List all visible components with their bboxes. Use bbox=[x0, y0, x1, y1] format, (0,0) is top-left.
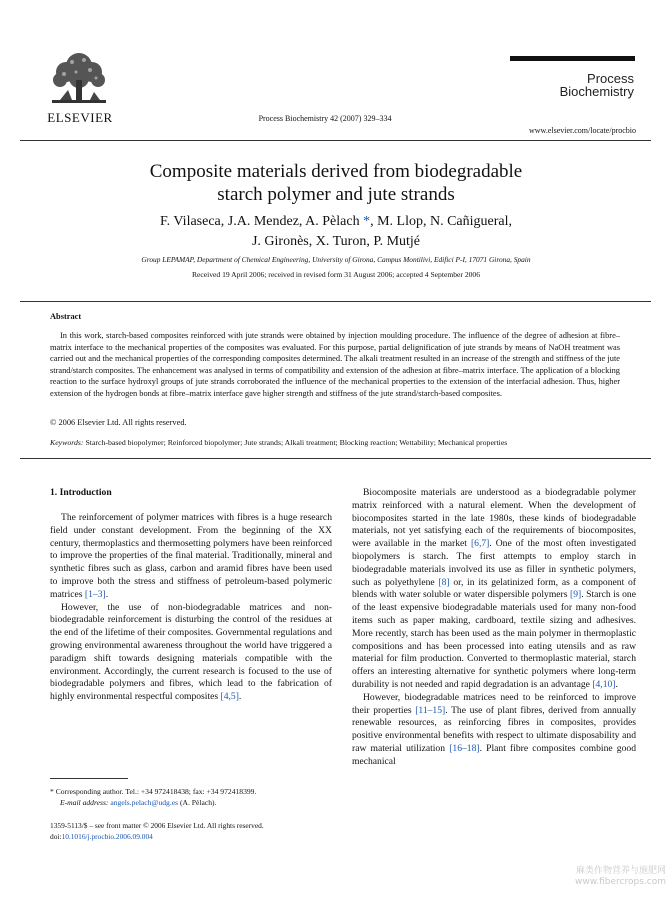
paragraph bbox=[352, 692, 636, 769]
site-watermark bbox=[530, 866, 666, 888]
doi-link[interactable]: 10.1016/j.procbio.2006.09.004 bbox=[61, 832, 153, 841]
email-label: E-mail address: bbox=[60, 798, 109, 807]
watermark-line-1: 麻类作物营养与施肥网 bbox=[575, 866, 666, 876]
citation-link[interactable]: [4,5] bbox=[220, 691, 239, 703]
paragraph-text: . The use of plant fibres, derived from annually renewable resources, as reinforcing fibres in composites, provides positive environmental benefits with respect to ultimate disposability and raw material utilization bbox=[352, 704, 636, 754]
keywords-label: Keywords: bbox=[50, 438, 84, 447]
citation-link[interactable]: [9] bbox=[570, 589, 582, 601]
section-heading-introduction: 1. Introduction bbox=[50, 487, 112, 498]
journal-name-line2: Biochemistry bbox=[559, 84, 634, 99]
paragraph bbox=[50, 602, 332, 704]
email-link[interactable]: angels.pelach@udg.es bbox=[110, 798, 179, 807]
authors-line-2: J. Gironès, X. Turon, P. Mutjé bbox=[251, 234, 421, 249]
abstract-top-divider bbox=[20, 301, 651, 302]
doi-label: doi: bbox=[50, 832, 62, 841]
keywords-list: Starch-based biopolymer; Reinforced biopolymer; Jute strands; Alkali treatment; Blocking reaction; Wettability; Mechanical properties bbox=[83, 438, 508, 447]
journal-citation: Process Biochemistry 42 (2007) 329–334 bbox=[258, 114, 392, 123]
journal-name-line1: Process bbox=[587, 71, 634, 86]
citation-link[interactable]: [1–3] bbox=[84, 588, 106, 600]
paragraph-text: . bbox=[105, 588, 109, 600]
paragraph-text: . Plant fibre composites combine good mechanical bbox=[352, 742, 636, 767]
issn-line: 1359-5113/$ – see front matter © 2006 Elsevier Ltd. All rights reserved. bbox=[50, 821, 264, 830]
paragraph-text: However, the use of non-biodegradable matrices and non-biodegradable reinforcement is disturbing the control of the residues at the end of the lifetime of their composites. Governmental regulations and growing environmental awareness throughout the world have triggered a paradigm shift towards designing materials compatible with the environment. Accordingly, the current research is focused to the use of biodegradable polymers and fibres, which lead to the fabrication of highly environmental respectful composites bbox=[50, 601, 332, 703]
elsevier-tree-logo-icon bbox=[46, 50, 112, 106]
authors-rest: , M. Llop, N. Cañigueral, bbox=[370, 214, 512, 229]
article-title bbox=[60, 160, 612, 206]
paragraph-text: . Starch is one of the least expensive biodegradable materials used for many non-food items such as paper making, cardboard, textile sizing and adhesives. More recently, starch has been used as the main polymer in thermoplastic compositions and has been processed into eating utensils and as raw material for film production. Converted to thermoplastic material, starch offers an interesting alternative for synthetic polymers where long-term durability is not needed and rapid degradation is an advantage bbox=[352, 589, 636, 690]
journal-header-bar bbox=[510, 56, 635, 61]
authors-first: F. Vilaseca, J.A. Mendez, A. Pèlach bbox=[160, 214, 364, 229]
paragraph-text: or, in its gelatinized form, as a component of blends with water soluble or water dispersible polymers bbox=[352, 576, 636, 601]
doi-line bbox=[50, 831, 350, 842]
corresponding-author-marker[interactable]: * bbox=[363, 214, 371, 229]
received-dates: Received 19 April 2006; received in revised form 31 August 2006; accepted 4 September 2006 bbox=[191, 270, 481, 279]
email-line bbox=[50, 797, 350, 808]
citation-link[interactable]: [11–15] bbox=[415, 704, 446, 716]
citation-link[interactable]: [8] bbox=[438, 576, 450, 588]
abstract-bottom-divider bbox=[20, 458, 651, 459]
email-suffix: (A. Pèlach). bbox=[178, 798, 217, 807]
watermark-line-2: www.fibercrops.com bbox=[575, 877, 666, 887]
title-line-1: Composite materials derived from biodegradable bbox=[149, 161, 523, 182]
paragraph-text: However, biodegradable matrices need to be reinforced to improve their properties bbox=[352, 691, 636, 716]
publisher-name: ELSEVIER bbox=[47, 110, 113, 125]
author-list bbox=[60, 212, 612, 252]
citation-link[interactable]: [4,10] bbox=[592, 678, 616, 690]
corresponding-author-footnote bbox=[50, 786, 350, 808]
journal-name bbox=[520, 72, 634, 98]
right-column bbox=[352, 487, 636, 769]
paragraph bbox=[50, 512, 332, 602]
abstract-text: In this work, starch-based composites reinforced with jute strands were obtained by injection moulding procedure. The influence of the degree of adhesion at fibre–matrix interface to the mechanical properties of the composites was evaluated. For this purpose, partial delignification of jute strands by means of NaOH treatment was carried out and the mechanical properties of the corresponding composites determined. The alkali treatment resulted in an increase of the strength and stiffness of the jute strand/starch composites. The enhancement was analysed in terms of compatibility and extension of the adhesion at fibre–matrix interface. The application of a blocking reaction to the surface hydroxyl groups of jute strands corroborated the influence of the mechanical properties to the extension of the interfacial adhesion. Thus, higher extension of the hydrogen bonds at fibre–matrix interface gave higher strength and stiffness of the jute strand/starch-based composites. bbox=[50, 331, 620, 398]
header-divider bbox=[20, 140, 651, 141]
abstract-copyright: © 2006 Elsevier Ltd. All rights reserved. bbox=[50, 418, 187, 427]
journal-url[interactable]: www.elsevier.com/locate/procbio bbox=[529, 126, 636, 135]
paragraph-text: . One of the most often investigated biopolymers is starch. The first attempts to employ starch in biodegradable materials involved its use as filler in synthetic polymers, such as polyethylene bbox=[352, 538, 636, 588]
paragraph-text: Biocomposite materials are understood as a biodegradable polymer matrix reinforced with a natural element. When the development of biocomposites started in the late 1980s, these kinds of biodegradable materials, not yet satisfying each of the requirements of biocomposites, were available in the market bbox=[352, 487, 636, 550]
paragraph-text: . bbox=[238, 691, 242, 703]
left-column bbox=[50, 512, 332, 704]
citation-link[interactable]: [16–18] bbox=[449, 742, 480, 754]
footnote-divider bbox=[50, 778, 128, 779]
affiliation: Group LEPAMAP, Department of Chemical Engineering, University of Girona, Campus Montilivi, Edifici P-I, 17071 Girona, Spain bbox=[141, 255, 531, 264]
citation-link[interactable]: [6,7] bbox=[470, 538, 490, 550]
paragraph bbox=[352, 487, 636, 692]
corresponding-author-contact: * Corresponding author. Tel.: +34 972418438; fax: +34 972418399. bbox=[50, 787, 257, 796]
keywords bbox=[50, 438, 630, 447]
front-matter bbox=[50, 820, 350, 842]
title-line-2: starch polymer and jute strands bbox=[217, 184, 455, 205]
paragraph-text: The reinforcement of polymer matrices with fibres is a huge research field under constant development. From the beginning of the XX century, thermoplastics and thermosetting polymers have been reinforced to improve the properties of the final material. Traditionally, mineral and synthetic fibres such as glass, carbon and aramid fibres have been used to improve both the stress and stiffness of petroleum-based polymeric matrices bbox=[50, 512, 332, 600]
authors-line-1 bbox=[60, 212, 612, 232]
abstract-heading: Abstract bbox=[50, 312, 82, 321]
paragraph-text: . bbox=[615, 678, 618, 690]
